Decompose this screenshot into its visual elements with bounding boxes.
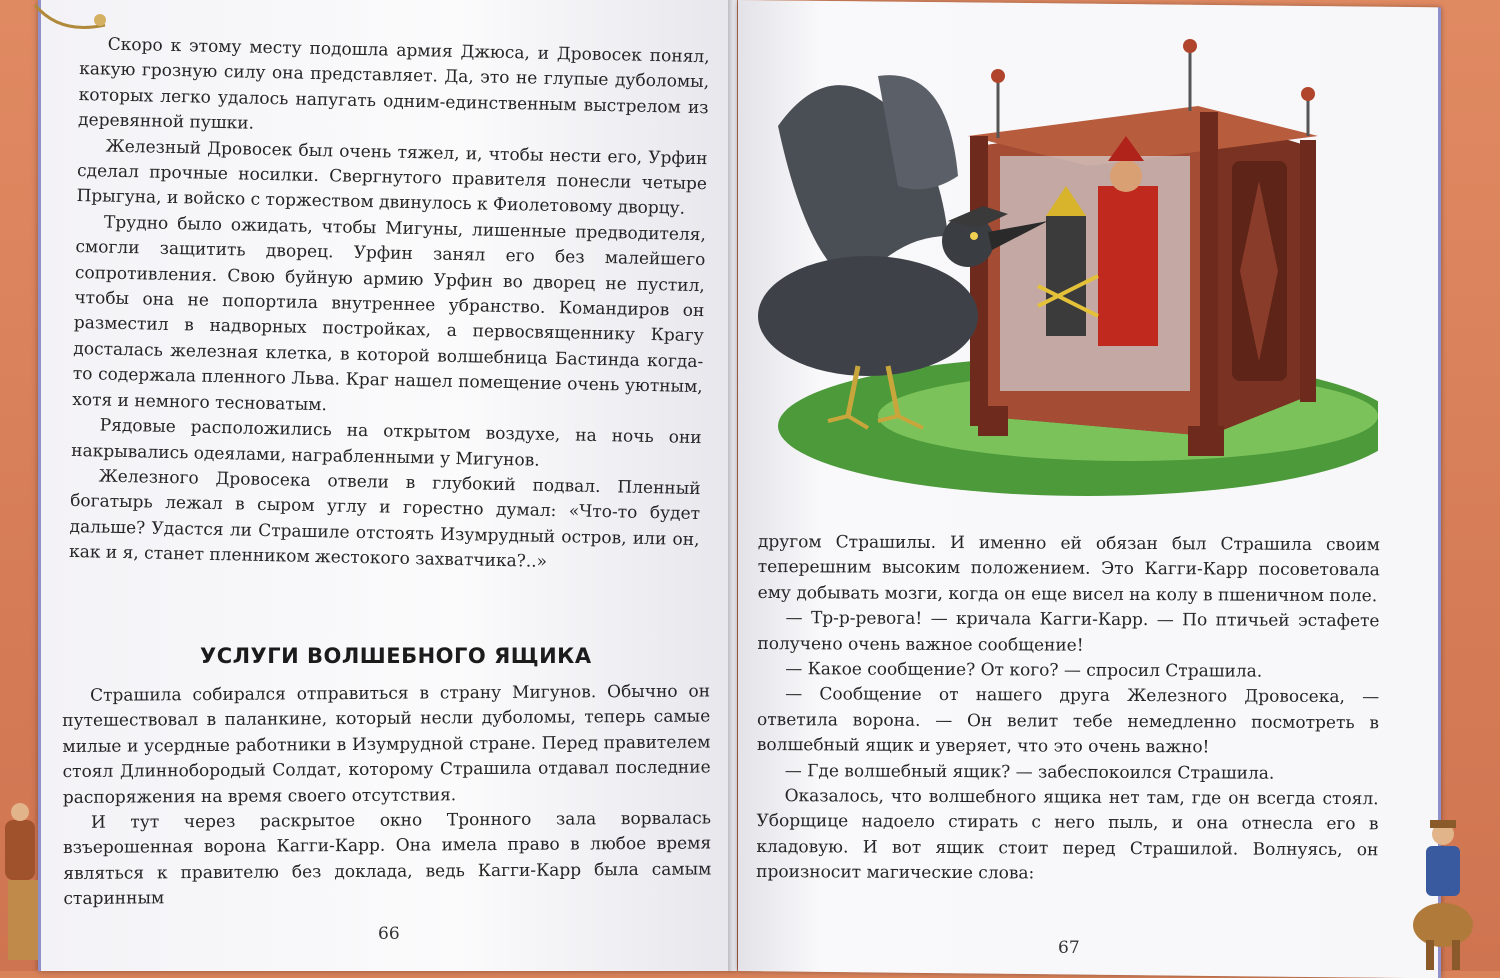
paragraph: Оказалось, что волшебного ящика нет там, где он всегда стоял. Уборщице надоело стирать с него пыль, и она отнесла его в кладовую. И вот ящик стоит перед Страшилой. Волнуясь, он произносит магические слова: — [756, 786, 1379, 884]
paragraph: — Какое сообщение? От кого? — спросил Страшила. — [785, 659, 1263, 682]
right-page-text — [756, 530, 1380, 889]
left-page-text — [69, 32, 710, 579]
paragraph: — Где волшебный ящик? — забеспокоился Страшила. — [784, 760, 1275, 784]
paragraph: И тут через раскрытое окно Тронного зала ворвалась взъерошенная ворона Кагги-Карр. Она имела право в любое время являться к правителю без доклада, ведь Кагги-Карр была самым старинным — [63, 808, 712, 910]
paragraph: — Сообщение от нашего друга Железного Дровосека, — ответила ворона. — Он велит тебе немедленно посмотреть в волшебный ящик и уверяет, что это очень важно! — [756, 684, 1380, 758]
paragraph: Скоро к этому месту подошла армия Джюса, и Дровосек понял, какую грозную силу она представляет. Да, это не глупые дуболомы, которых легко удалось напугать одним-единственным выстрелом из деревянной пушки. — [77, 34, 710, 134]
page-number-right: 67 — [1058, 938, 1080, 958]
paragraph: Рядовые расположились на открытом воздухе, на ночь они накрывались одеялами, награбленными у Мигунов. — [71, 415, 702, 471]
chapter-title: УСЛУГИ ВОЛШЕБНОГО ЯЩИКА — [200, 644, 592, 668]
rider-figure-icon — [1408, 820, 1478, 971]
paragraph: Железный Дровосек был очень тяжел, и, чтобы нести его, Урфин сделал прочные носилки. Свергнутого правителя понесли четыре Прыгуна, и войско с торжеством двинулось к Фиолетовому дворцу. — [76, 136, 708, 220]
paragraph: — Тр-р-ревога! — кричала Кагги-Карр. — По птичьей эстафете получено очень важное сообщение! — [757, 608, 1380, 656]
paragraph: другом Страшилы. И именно ей обязан был Страшила своим теперешним высоким положением. Это Кагги-Карр посоветовала ему добывать мозги, когда он еще висел на колу в пшеничном поле. — [757, 532, 1380, 607]
chapter-text — [62, 679, 712, 912]
rider-figure-icon — [0, 800, 45, 971]
paragraph: Страшила собирался отправиться в страну Мигунов. Обычно он путешествовал в паланкине, который несли дуболомы, теперь самые милые и усердные работники в Изумрудной стране. Перед правителем стоял Длиннобородый Солдат, которому Страшила отдавал последние распоряжения на время своего отсутствия. — [62, 681, 711, 808]
crow-and-magic-box-illustration — [748, 36, 1378, 496]
page-number-left: 66 — [378, 924, 400, 944]
paragraph: Железного Дровосека отвели в глубокий подвал. Пленный богатырь лежал в сыром углу и горестно думал: «Что-то будет дальше? Удастся ли Страшиле отстоять Изумрудный остров, или он, как и я, станет пленником жестокого захватчика?..» — [68, 466, 701, 573]
paragraph: Трудно было ожидать, чтобы Мигуны, лишенные предводителя, смогли защитить дворец. Урфин занял его без малейшего сопротивления. Свою буйную армию Урфин во дворец не пустил, чтобы она не попортила внутреннее убранство. Командиров он разместил в надворных постройках, а первосвященнику Крагу досталась железная клетка, в которой волшебница Бастинда когда-то содержала пленного Льва. Краг нашел помещение очень уютным, хотя и немного тесноватым. — [72, 212, 707, 415]
ornament-icon — [30, 0, 110, 40]
